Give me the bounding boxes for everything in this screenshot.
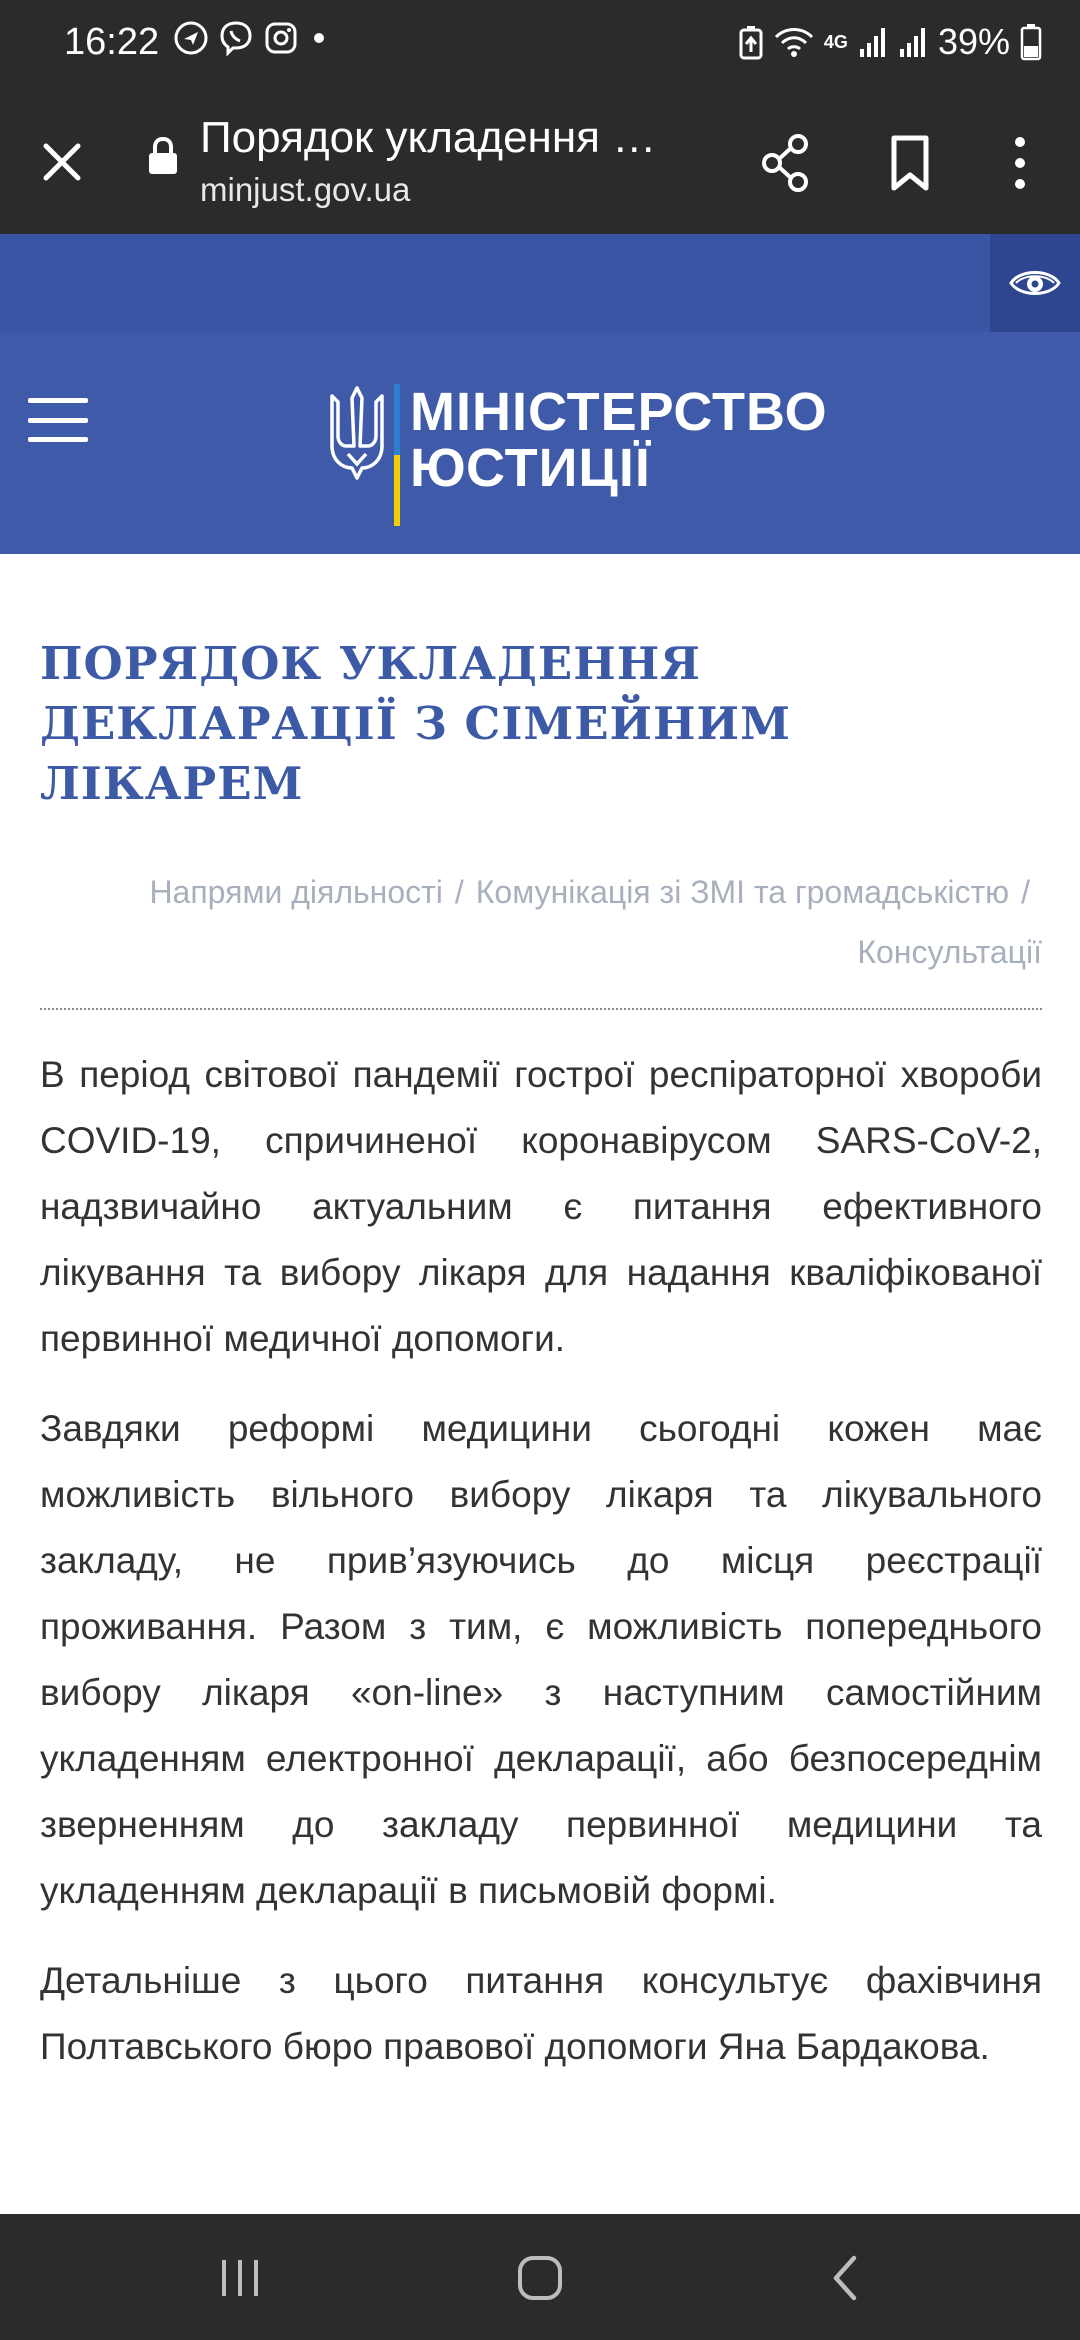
recents-icon[interactable]	[218, 2256, 262, 2300]
flag-stripe	[394, 384, 400, 526]
url-text[interactable]: minjust.gov.ua	[200, 171, 411, 208]
back-icon[interactable]	[826, 2254, 866, 2302]
dot-icon	[308, 27, 330, 49]
status-bar	[0, 0, 1080, 88]
logo-text	[410, 384, 828, 496]
home-icon[interactable]	[516, 2254, 564, 2302]
system-nav-bar	[0, 2214, 1080, 2340]
share-icon[interactable]	[750, 128, 820, 198]
breadcrumb-item[interactable]: Консультації	[857, 934, 1042, 970]
navigation-arrow-icon	[174, 21, 208, 55]
battery-percent: 39%	[937, 21, 1010, 62]
accessibility-button[interactable]	[990, 234, 1080, 332]
article-paragraph: Детальніше з цього питання консультує фахівчиня Полтавського бюро правової допомоги Яна Бардакова.	[40, 1960, 1042, 2067]
status-time: 16:22	[64, 21, 160, 63]
page-title-tab[interactable]: Порядок укладення …	[200, 113, 657, 162]
trident-icon	[326, 384, 388, 480]
viber-icon	[218, 20, 254, 56]
page-title: ПОРЯДОК УКЛАДЕННЯ ДЕКЛАРАЦІЇ З СІМЕЙНИМ ЛІКАРЕМ	[40, 637, 791, 810]
lock-icon	[146, 136, 180, 176]
bookmark-icon[interactable]	[880, 128, 940, 198]
eye-icon	[1008, 265, 1062, 301]
browser-toolbar	[0, 88, 1080, 234]
wifi-icon	[774, 25, 814, 59]
divider	[40, 1008, 1042, 1010]
breadcrumb	[40, 862, 1042, 982]
more-vert-icon[interactable]	[1000, 128, 1040, 198]
close-icon[interactable]	[30, 130, 94, 194]
menu-line	[28, 437, 88, 442]
battery-saver-icon	[738, 24, 764, 60]
battery-icon	[1020, 23, 1042, 61]
menu-line	[28, 418, 88, 423]
logo-line2: ЮСТИЦІЇ	[410, 438, 651, 498]
site-logo[interactable]	[326, 384, 828, 526]
article	[40, 554, 1042, 2080]
breadcrumb-item[interactable]: Комунікація зі ЗМІ та громадськістю	[475, 874, 1010, 910]
signal-icon	[858, 25, 888, 59]
system-icons	[738, 18, 1042, 66]
notification-icons	[174, 20, 330, 56]
accessibility-bar	[0, 234, 1080, 332]
menu-line	[28, 398, 88, 403]
breadcrumb-separator: /	[454, 874, 464, 910]
breadcrumb-item[interactable]: Напрями діяльності	[149, 874, 443, 910]
network-type: 4G	[823, 32, 848, 52]
article-paragraph: Завдяки реформі медицини сьогодні кожен має можливість вільного вибору лікаря та лікувального закладу, не прив’язуючись до місця реєстрації проживання. Разом з тим, є можливість попереднього вибору лікаря «on-line» з наступним самостійним укладенням електронної декларації, або безпосереднім зверненням до закладу первинної медицини та укладенням декларації в письмовій формі.	[40, 1408, 1042, 1911]
logo-line1: МІНІСТЕРСТВО	[410, 382, 828, 442]
instagram-icon	[264, 21, 298, 55]
article-paragraph: В період світової пандемії гострої респіраторної хвороби COVID-19, спричиненої коронавірусом SARS-CoV-2, надзвичайно актуальним є питання ефективного лікування та вибору лікаря для надання кваліфікованої первинної медичної допомоги.	[40, 1054, 1042, 1359]
menu-button[interactable]	[28, 398, 88, 442]
signal-icon	[898, 25, 928, 59]
site-header	[0, 332, 1080, 554]
breadcrumb-separator: /	[1021, 874, 1030, 910]
